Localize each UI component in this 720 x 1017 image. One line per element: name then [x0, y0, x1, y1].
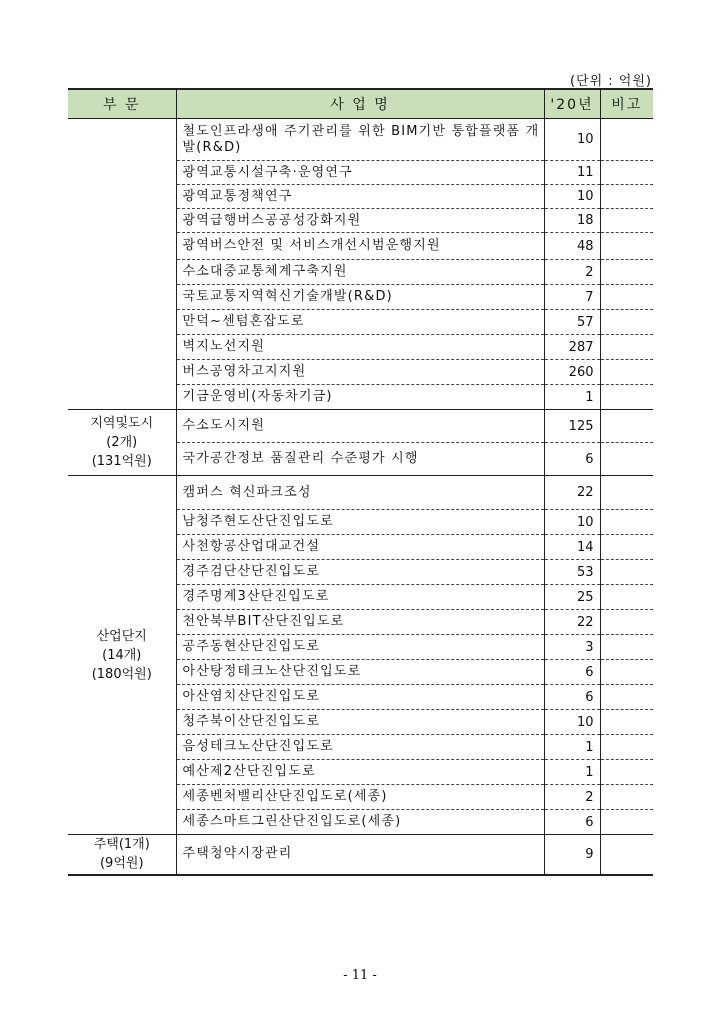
- table-row: [68, 835, 653, 875]
- project-name: 음성테크노산단진입도로: [176, 735, 544, 760]
- budget-amount: 1: [544, 385, 600, 410]
- project-name: 남청주현도산단진입도로: [176, 510, 544, 535]
- project-name: 벽지노선지원: [176, 335, 544, 360]
- header-year: '20년: [544, 89, 600, 119]
- category-cell: [68, 410, 176, 476]
- project-name: 주택청약시장관리: [176, 835, 544, 875]
- budget-amount: 9: [544, 835, 600, 875]
- budget-amount: 57: [544, 310, 600, 335]
- category-cell: [68, 835, 176, 875]
- category-label: 주택(1개): [93, 837, 150, 853]
- note-cell: [600, 660, 653, 685]
- table-body: [68, 119, 653, 875]
- budget-amount: 10: [544, 185, 600, 209]
- budget-amount: 10: [544, 510, 600, 535]
- note-cell: [600, 810, 653, 835]
- project-name: 경주명계3산단진입도로: [176, 585, 544, 610]
- note-cell: [600, 119, 653, 161]
- budget-amount: 1: [544, 735, 600, 760]
- project-name: 수소대중교통체계구축지원: [176, 260, 544, 285]
- note-cell: [600, 585, 653, 610]
- category-cell: [68, 476, 176, 835]
- note-cell: [600, 510, 653, 535]
- project-name: 예산제2산단진입도로: [176, 760, 544, 785]
- project-name: 광역버스안전 및 서비스개선시범운행지원: [176, 233, 544, 260]
- budget-table: [68, 88, 653, 876]
- project-name: 아산탕정테크노산단진입도로: [176, 660, 544, 685]
- category-label: (2개): [106, 435, 138, 450]
- header-category: 부 문: [68, 89, 176, 119]
- category-label: 산업단지: [96, 628, 147, 644]
- note-cell: [600, 335, 653, 360]
- budget-amount: 22: [544, 610, 600, 635]
- budget-amount: 6: [544, 443, 600, 476]
- note-cell: [600, 161, 653, 185]
- project-name: 천안북부BIT산단진입도로: [176, 610, 544, 635]
- project-name: 캠퍼스 혁신파크조성: [176, 476, 544, 510]
- note-cell: [600, 835, 653, 875]
- project-name: 공주동현산단진입도로: [176, 635, 544, 660]
- note-cell: [600, 535, 653, 560]
- project-name: 버스공영차고지지원: [176, 360, 544, 385]
- note-cell: [600, 285, 653, 310]
- project-name: 기금운영비(자동차기금): [176, 385, 544, 410]
- project-name: 수소도시지원: [176, 410, 544, 443]
- note-cell: [600, 635, 653, 660]
- page-number: - 11 -: [343, 968, 377, 983]
- table-row: [68, 119, 653, 161]
- project-name: 국토교통지역혁신기술개발(R&D): [176, 285, 544, 310]
- budget-amount: 6: [544, 685, 600, 710]
- budget-amount: 10: [544, 710, 600, 735]
- note-cell: [600, 260, 653, 285]
- table-row: [68, 410, 653, 443]
- category-label: 지역및도시: [90, 416, 154, 431]
- budget-amount: 53: [544, 560, 600, 585]
- project-name: 국가공간정보 품질관리 수준평가 시행: [176, 443, 544, 476]
- budget-amount: 2: [544, 260, 600, 285]
- project-name: 광역교통시설구축·운영연구: [176, 161, 544, 185]
- note-cell: [600, 476, 653, 510]
- budget-amount: 287: [544, 335, 600, 360]
- budget-amount: 14: [544, 535, 600, 560]
- project-name: 아산염치산단진입도로: [176, 685, 544, 710]
- project-name: 만덕~센텀혼잡도로: [176, 310, 544, 335]
- project-name: 청주북이산단진입도로: [176, 710, 544, 735]
- category-cell: [68, 119, 176, 410]
- table-row: [68, 476, 653, 510]
- budget-amount: 10: [544, 119, 600, 161]
- note-cell: [600, 209, 653, 233]
- budget-amount: 11: [544, 161, 600, 185]
- project-name: 광역급행버스공공성강화지원: [176, 209, 544, 233]
- note-cell: [600, 310, 653, 335]
- note-cell: [600, 233, 653, 260]
- project-name: 세종스마트그린산단진입도로(세종): [176, 810, 544, 835]
- budget-amount: 260: [544, 360, 600, 385]
- note-cell: [600, 443, 653, 476]
- budget-amount: 6: [544, 810, 600, 835]
- budget-amount: 3: [544, 635, 600, 660]
- note-cell: [600, 760, 653, 785]
- note-cell: [600, 185, 653, 209]
- note-cell: [600, 735, 653, 760]
- header-project: 사 업 명: [176, 89, 544, 119]
- budget-amount: 18: [544, 209, 600, 233]
- note-cell: [600, 560, 653, 585]
- category-label: (180억원): [91, 666, 152, 682]
- budget-amount: 48: [544, 233, 600, 260]
- budget-amount: 125: [544, 410, 600, 443]
- header-note: 비고: [600, 89, 653, 119]
- project-name: 광역교통정책연구: [176, 185, 544, 209]
- budget-amount: 22: [544, 476, 600, 510]
- table-header-row: [68, 89, 653, 119]
- note-cell: [600, 685, 653, 710]
- category-label: (131억원): [91, 454, 152, 469]
- budget-amount: 2: [544, 785, 600, 810]
- note-cell: [600, 710, 653, 735]
- category-label: (14개): [102, 647, 142, 663]
- budget-amount: 6: [544, 660, 600, 685]
- unit-note: (단위 : 억원): [569, 74, 652, 89]
- note-cell: [600, 610, 653, 635]
- budget-amount: 25: [544, 585, 600, 610]
- project-name: 철도인프라생애 주기관리를 위한 BIM기반 통합플랫폼 개발(R&D): [176, 119, 544, 161]
- note-cell: [600, 385, 653, 410]
- note-cell: [600, 360, 653, 385]
- project-name: 세종벤처밸리산단진입도로(세종): [176, 785, 544, 810]
- note-cell: [600, 785, 653, 810]
- project-name: 사천항공산업대교건설: [176, 535, 544, 560]
- project-name: 경주검단산단진입도로: [176, 560, 544, 585]
- note-cell: [600, 410, 653, 443]
- budget-amount: 7: [544, 285, 600, 310]
- category-label: (9억원): [99, 856, 144, 872]
- budget-amount: 1: [544, 760, 600, 785]
